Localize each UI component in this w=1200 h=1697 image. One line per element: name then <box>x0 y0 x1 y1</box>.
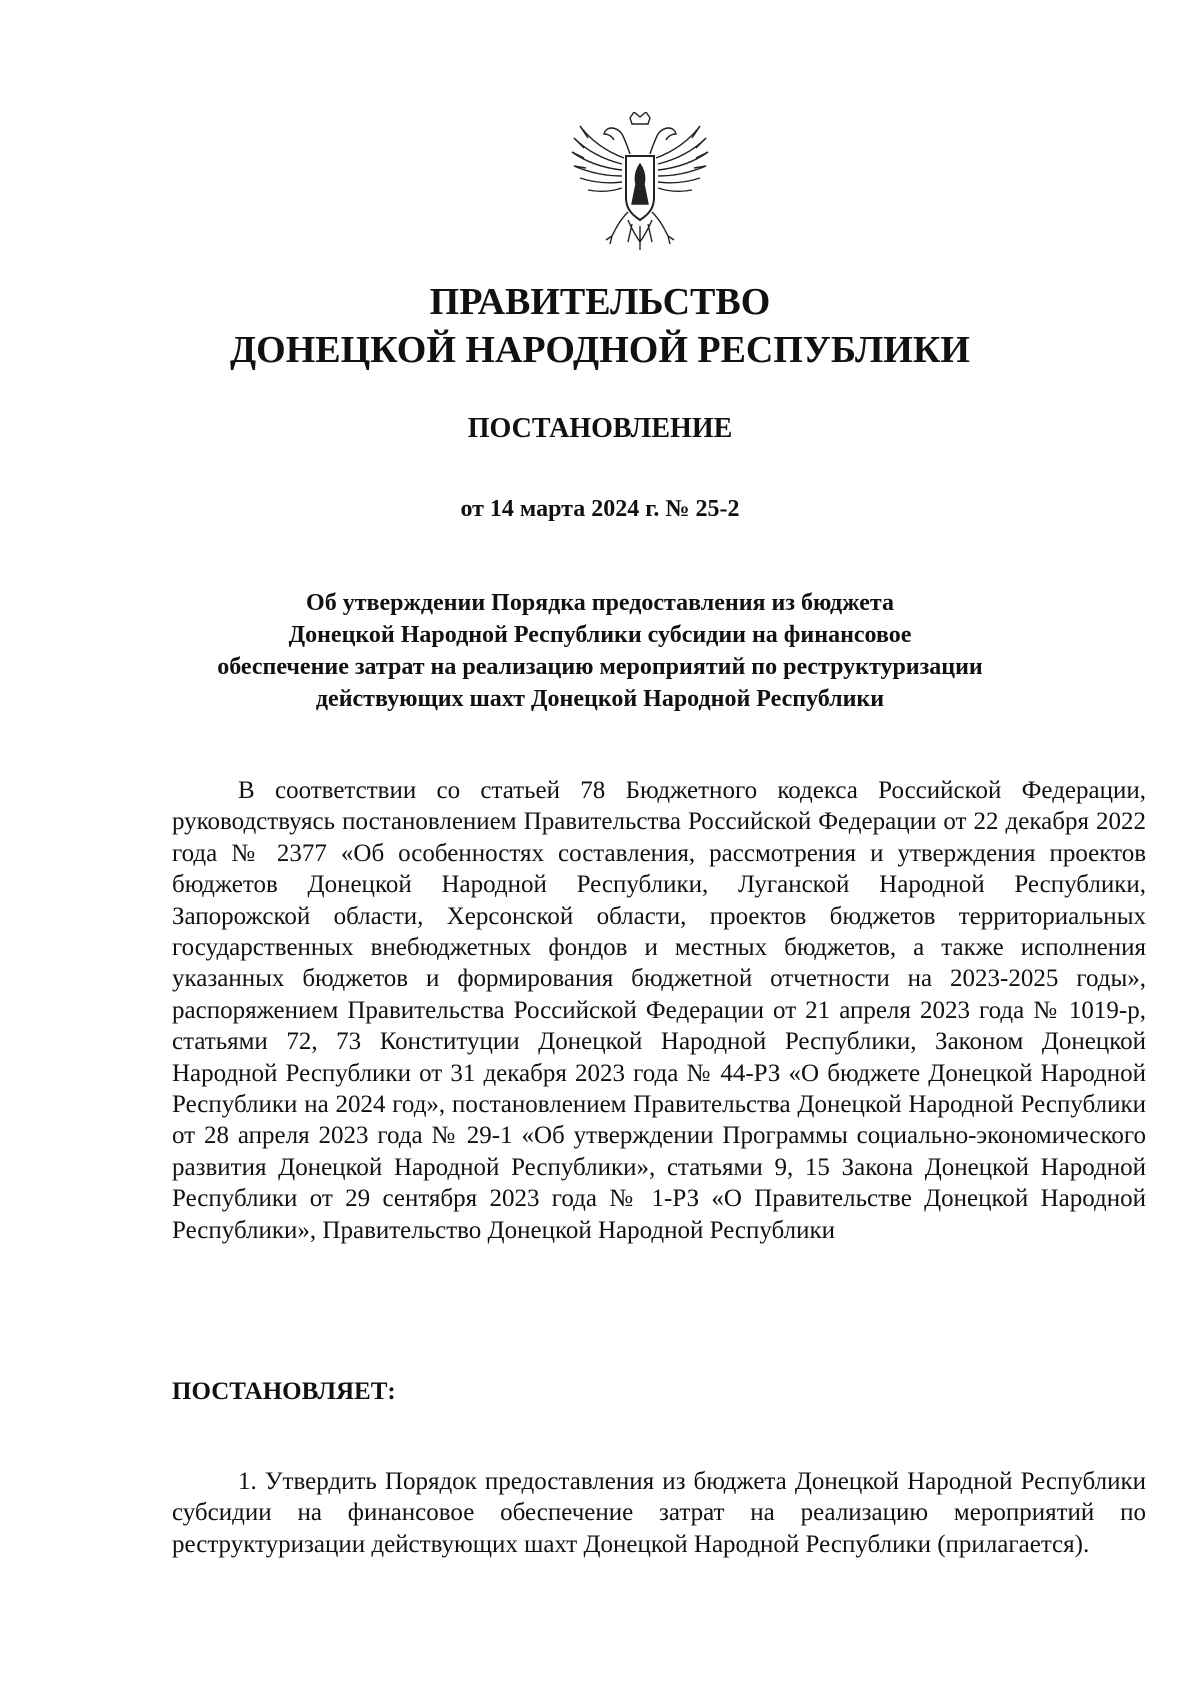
coat-of-arms-icon <box>566 112 714 262</box>
decree-date-number: от 14 марта 2024 г. № 25-2 <box>460 496 740 522</box>
government-title-line1: ПРАВИТЕЛЬСТВО <box>429 281 771 323</box>
resolution-item-1: 1. Утвердить Порядок предоставления из бюджета Донецкой Народной Республики субсидии на финансовое обеспечение затрат на реализацию мероприятий по реструктуризации действующих шахт Донецкой Народной Республики (прилагается). <box>172 1468 1146 1558</box>
document-kind: ПОСТАНОВЛЕНИЕ <box>467 413 733 444</box>
government-title <box>0 278 1200 374</box>
government-title-line2: ДОНЕЦКОЙ НАРОДНОЙ РЕСПУБЛИКИ <box>230 329 970 371</box>
resolve-heading: ПОСТАНОВЛЯЕТ: <box>172 1378 396 1405</box>
subject-line2: Донецкой Народной Республики субсидии на финансовое <box>288 622 912 648</box>
subject-line4: действующих шахт Донецкой Народной Республики <box>315 686 885 712</box>
preamble-paragraph: В соответствии со статьей 78 Бюджетного кодекса Российской Федерации, руководствуясь постановлением Правительства Российской Федерации от 22 декабря 2022 года № 2377 «Об особенностях составления, рассмотрения и утверждения проектов бюджетов Донецкой Народной Республики, Луганской Народной Республики, Запорожской области, Херсонской области, проектов бюджетов территориальных государственных внебюджетных фондов и местных бюджетов, а также исполнения указанных бюджетов и формирования бюджетной отчетности на 2023-2025 годы», распоряжением Правительства Российской Федерации от 21 апреля 2023 года № 1019-р, статьями 72, 73 Конституции Донецкой Народной Республики, Законом Донецкой Народной Республики от 31 декабря 2023 года № 44-РЗ «О бюджете Донецкой Народной Республики на 2024 год», постановлением Правительства Донецкой Народной Республики от 28 апреля 2023 года № 29-1 «Об утверждении Программы социально-экономического развития Донецкой Народной Республики», статьями 9, 15 Закона Донецкой Народной Республики от 29 сентября 2023 года № 1-РЗ «О Правительстве Донецкой Народной Республики», Правительство Донецкой Народной Республики <box>172 777 1146 1244</box>
subject-line1: Об утверждении Порядка предоставления из бюджета <box>306 590 894 616</box>
decree-subject <box>0 587 1200 715</box>
subject-line3: обеспечение затрат на реализацию мероприятий по реструктуризации <box>217 654 983 680</box>
